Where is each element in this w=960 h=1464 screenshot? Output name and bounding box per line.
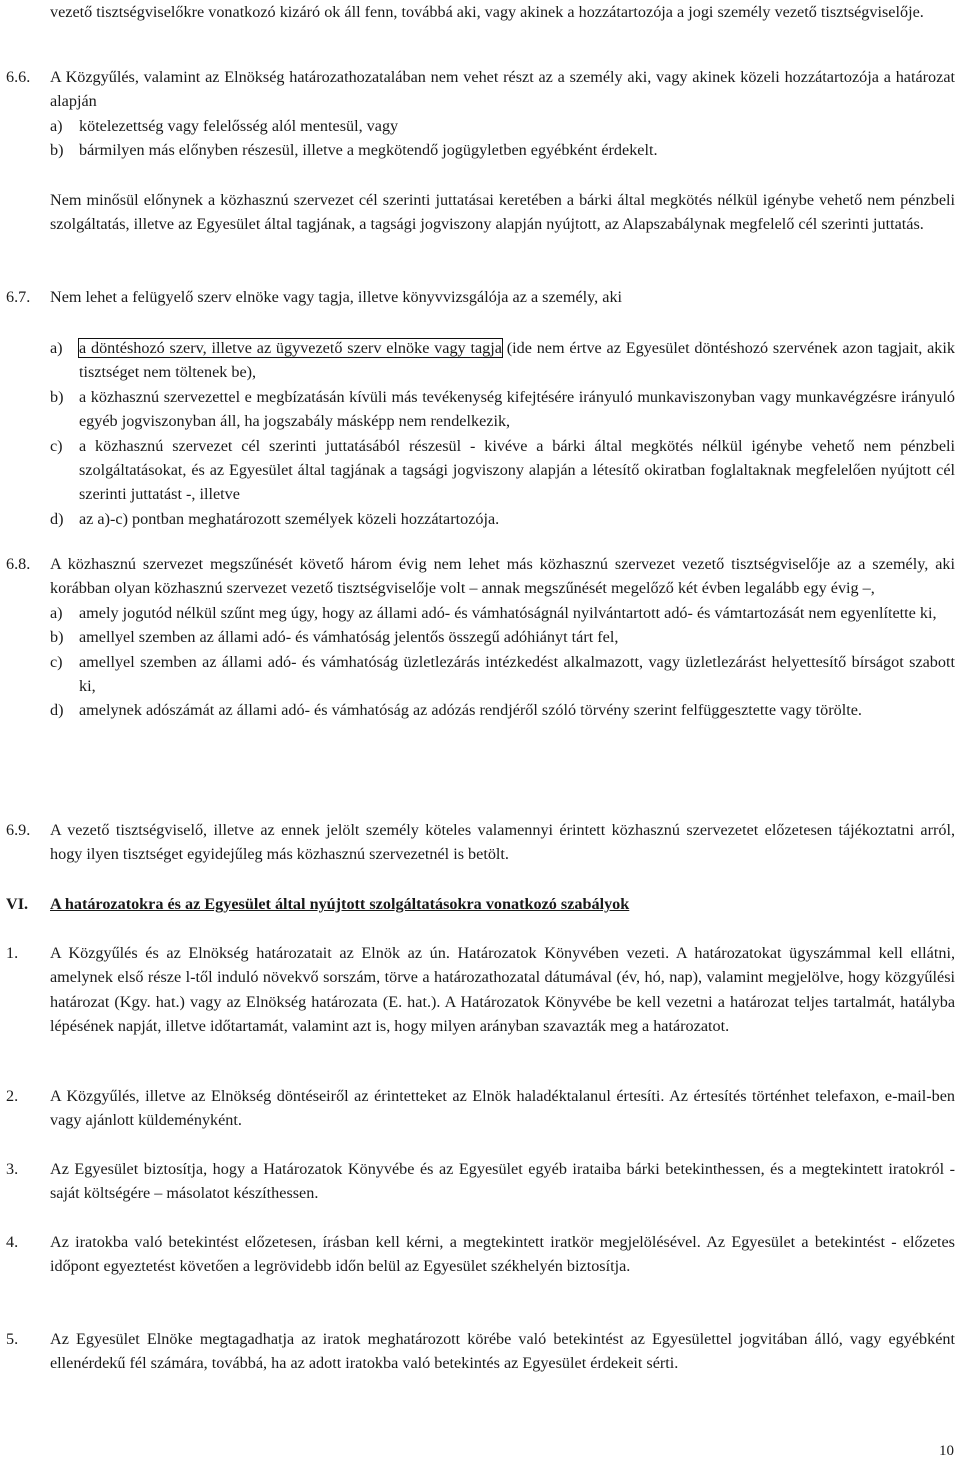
paragraph-text: Az Egyesület biztosítja, hogy a Határozatok Könyvébe és az Egyesület egyéb irataiba bárki betekinthessen, és a megtekintett iratokról - saját költségére – másolatot készíthessen. [50,1160,955,1203]
list-item [50,336,955,385]
paragraph-4 [6,1230,955,1279]
list-text-rest: (ide nem értve az Egyesület döntéshozó szervének azon tagjait, akik tisztséget nem töltenek be), [79,339,955,382]
list-item [50,385,955,434]
section-6-7 [6,285,955,309]
list-item [50,601,955,625]
list-label: b) [50,387,64,406]
list-text [79,336,955,385]
list-item [50,114,955,138]
list-label: c) [50,436,63,455]
paragraph-number: 2. [6,1087,19,1105]
paragraph-text: Az iratokba való betekintést előzetesen, írásban kell kérni, a megtekintett iratkör megjelölésével. Az Egyesület a betekintést - előzetes időpont egyeztetést követően a legrövidebb időn belül az Egyesület székhelyén biztosítja. [50,1233,955,1276]
list-label: a) [50,116,63,135]
list-text: amellyel szemben az állami adó- és vámhatóság üzletlezárás intézkedést alkalmazott, vagy üzletlezárást helyettesítő bírságot szabott ki, [79,652,955,696]
section-text: A közhasznú szervezet megszűnését követő három évig nem lehet más közhasznú szervezet vezető tisztségviselője az a személy, aki korábban olyan közhasznú szervezet vezető tisztségviselője volt – annak megszűnését megelőző két évben legalább egy évig –, [50,555,955,598]
paragraph-number: 5. [6,1330,19,1348]
list-label: a) [50,339,63,357]
list-label: b) [50,628,64,647]
chapter-heading [6,892,955,916]
list-item [50,434,955,507]
list-item [50,625,955,649]
paragraph-text: Az Egyesület Elnöke megtagadhatja az iratok meghatározott körébe való betekintést az Egyesülettel jogvitában álló, vagy egyébként ellenérdekű fél számára, továbbá, ha az adott iratokba való betekintés az Egyesület érdekeit sérti. [50,1330,955,1373]
list-label: c) [50,652,63,671]
paragraph-5 [6,1327,955,1376]
intro-text: vezető tisztségviselőkre vonatkozó kizáró ok áll fenn, továbbá aki, vagy akinek a hozzátartozója a jogi személy vezető tisztségviselője. [50,3,924,21]
section-6-8 [6,552,955,723]
section-number: 6.9. [6,821,31,839]
intro-paragraph [6,0,955,24]
boxed-highlight: a döntéshozó szerv, illetve az ügyvezető szerv elnöke vagy tagja [79,339,502,357]
section-6-9 [6,818,955,867]
list-label: d) [50,509,64,528]
list-text: amely jogutód nélkül szűnt meg úgy, hogy az állami adó- és vámhatóságnál nyilvántartott adó- és vámtartozását nem egyenlítette ki, [79,603,937,622]
paragraph-1 [6,941,955,1039]
chapter-number: VI. [6,895,29,913]
section-text: A vezető tisztségviselő, illetve az ennek jelölt személy köteles valamennyi érintett közhasznú szervezetet előzetesen tájékoztatni arról, hogy ilyen tisztséget egyidejűleg más közhasznú szervezetnél is betölt. [50,821,955,864]
list-text: bármilyen más előnyben részesül, illetve a megkötendő jogügyletben egyébként érdekelt. [79,141,658,160]
paragraph-2 [6,1084,955,1133]
list-text: a közhasznú szervezettel e megbízatásán kívüli más tevékenység kifejtésére irányuló munkaviszonyban vagy munkavégzésre irányuló egyéb jogviszonyban áll, ha jogszabály másképp nem rendelkezik, [79,387,955,431]
section-number: 6.6. [6,68,31,86]
chapter-title: A határozatokra és az Egyesület által nyújtott szolgáltatásokra vonatkozó szabályok [50,895,630,913]
section-text: Nem lehet a felügyelő szerv elnöke vagy tagja, illetve könyvvizsgálója az a személy, aki [50,288,623,306]
section-number: 6.7. [6,288,31,306]
list-label: a) [50,603,63,622]
paragraph-text: A Közgyűlés, illetve az Elnökség döntéseiről az érintetteket az Elnök haladéktalanul értesíti. Az értesítés történhet telefaxon, e-mail-ben vagy ajánlott küldeményként. [50,1087,955,1130]
section-number: 6.8. [6,555,31,573]
paragraph-text: A Közgyűlés és az Elnökség határozatait az Elnök az ún. Határozatok Könyvében vezeti. A határozatokat ügyszámmal kell ellátni, amelynek első része l-től induló növekvő sorszám, törve a határozathozatal dátumával (év, hó, nap), valamint megjelölve, hogy közgyűlési határozat (Kgy. hat.) vagy az Elnökség határozata (E. hat.). A Határozatok Könyvébe be kell vezetni a határozat teljes tartalmát, hatályba lépésének napját, illetve időtartamát, valamint azt is, hogy milyen arányban szavazták meg a határozatot. [50,944,955,1036]
section-6-7-list [6,336,955,531]
section-text: A Közgyűlés, valamint az Elnökség határozathozatalában nem vehet részt az a személy aki, vagy akinek közeli hozzátartozója a határozat alapján [50,68,955,111]
list-item [50,698,955,722]
list-label: d) [50,701,64,720]
list-text: a közhasznú szervezet cél szerinti juttatásából részesül - kivéve a bárki által megkötés nélkül igénybe vehető nem pénzbeli szolgáltatásokat, és az Egyesület által tagjának a tagsági jogviszony alapján a létesítő okiratban foglaltaknak megfelelően nyújtott cél szerinti juttatást -, illetve [79,436,955,504]
list-text: amellyel szemben az állami adó- és vámhatóság jelentős összegű adóhiányt tárt fel, [79,628,619,647]
list-item [50,650,955,699]
list-item [50,507,955,531]
paragraph-3 [6,1157,955,1206]
paragraph-number: 1. [6,944,19,962]
note-text: Nem minősül előnynek a közhasznú szervezet cél szerinti juttatásai keretében a bárki által megkötés nélkül igénybe vehető nem pénzbeli szolgáltatás, illetve az Egyesület által tagjának, a tagsági jogviszony alapján nyújtott, az Alapszabálynak megfelelő cél szerinti juttatás. [50,191,955,234]
list-text: kötelezettség vagy felelősség alól mentesül, vagy [79,116,399,135]
section-6-6 [6,65,955,163]
page-number: 10 [939,1443,954,1459]
list-text: az a)-c) pontban meghatározott személyek közeli hozzátartozója. [79,509,500,528]
paragraph-number: 3. [6,1160,19,1178]
list-item [50,138,955,162]
list-text: amelynek adószámát az állami adó- és vámhatóság az adózás rendjéről szóló törvény szerint felfüggesztette vagy törölte. [79,701,862,720]
section-6-6-note [6,188,955,237]
paragraph-number: 4. [6,1233,19,1251]
list-label: b) [50,141,64,160]
